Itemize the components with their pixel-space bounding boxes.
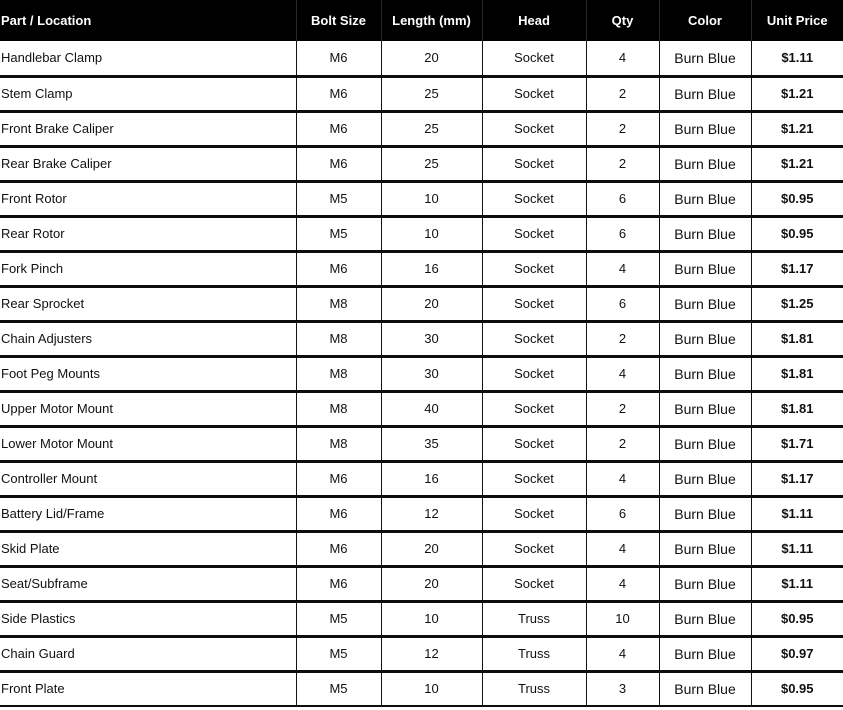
cell-length: 16 — [381, 461, 482, 496]
cell-color: Burn Blue — [659, 321, 751, 356]
cell-head: Socket — [482, 41, 586, 76]
cell-color: Burn Blue — [659, 531, 751, 566]
cell-qty: 6 — [586, 496, 659, 531]
cell-length: 10 — [381, 181, 482, 216]
cell-color: Burn Blue — [659, 146, 751, 181]
table-row — [0, 601, 843, 636]
cell-part-location: Front Rotor — [0, 181, 296, 216]
cell-part-location: Lower Motor Mount — [0, 426, 296, 461]
header-color: Color — [659, 0, 751, 41]
cell-color: Burn Blue — [659, 41, 751, 76]
cell-qty: 2 — [586, 391, 659, 426]
cell-length: 30 — [381, 321, 482, 356]
cell-color: Burn Blue — [659, 601, 751, 636]
cell-bolt-size: M5 — [296, 216, 381, 251]
cell-length: 20 — [381, 531, 482, 566]
cell-bolt-size: M8 — [296, 356, 381, 391]
cell-head: Socket — [482, 496, 586, 531]
cell-color: Burn Blue — [659, 286, 751, 321]
cell-qty: 4 — [586, 461, 659, 496]
cell-bolt-size: M6 — [296, 111, 381, 146]
cell-unit-price: $0.95 — [751, 216, 843, 251]
table-row — [0, 356, 843, 391]
cell-qty: 2 — [586, 111, 659, 146]
cell-bolt-size: M6 — [296, 496, 381, 531]
cell-unit-price: $1.25 — [751, 286, 843, 321]
cell-head: Socket — [482, 356, 586, 391]
cell-qty: 4 — [586, 636, 659, 671]
table-row — [0, 461, 843, 496]
cell-qty: 4 — [586, 566, 659, 601]
cell-bolt-size: M6 — [296, 251, 381, 286]
cell-color: Burn Blue — [659, 566, 751, 601]
table-row — [0, 41, 843, 76]
cell-length: 30 — [381, 356, 482, 391]
cell-unit-price: $1.81 — [751, 321, 843, 356]
cell-qty: 2 — [586, 321, 659, 356]
table-row — [0, 426, 843, 461]
cell-unit-price: $1.17 — [751, 251, 843, 286]
cell-unit-price: $1.11 — [751, 531, 843, 566]
cell-color: Burn Blue — [659, 76, 751, 111]
cell-part-location: Side Plastics — [0, 601, 296, 636]
cell-unit-price: $1.21 — [751, 76, 843, 111]
table-body — [0, 41, 843, 706]
cell-bolt-size: M6 — [296, 41, 381, 76]
table-row — [0, 181, 843, 216]
cell-color: Burn Blue — [659, 216, 751, 251]
cell-part-location: Front Brake Caliper — [0, 111, 296, 146]
cell-qty: 4 — [586, 251, 659, 286]
cell-unit-price: $1.71 — [751, 426, 843, 461]
cell-length: 25 — [381, 76, 482, 111]
table-row — [0, 286, 843, 321]
cell-bolt-size: M6 — [296, 461, 381, 496]
table-row — [0, 321, 843, 356]
cell-head: Truss — [482, 601, 586, 636]
cell-length: 25 — [381, 146, 482, 181]
cell-color: Burn Blue — [659, 251, 751, 286]
cell-unit-price: $0.95 — [751, 601, 843, 636]
cell-color: Burn Blue — [659, 671, 751, 706]
table-row — [0, 251, 843, 286]
cell-part-location: Front Plate — [0, 671, 296, 706]
cell-head: Socket — [482, 286, 586, 321]
cell-head: Socket — [482, 531, 586, 566]
cell-color: Burn Blue — [659, 181, 751, 216]
cell-bolt-size: M8 — [296, 426, 381, 461]
cell-color: Burn Blue — [659, 636, 751, 671]
cell-unit-price: $1.11 — [751, 496, 843, 531]
cell-bolt-size: M8 — [296, 391, 381, 426]
cell-part-location: Chain Adjusters — [0, 321, 296, 356]
cell-qty: 6 — [586, 286, 659, 321]
cell-part-location: Handlebar Clamp — [0, 41, 296, 76]
cell-qty: 6 — [586, 181, 659, 216]
cell-color: Burn Blue — [659, 426, 751, 461]
cell-bolt-size: M6 — [296, 531, 381, 566]
cell-length: 20 — [381, 286, 482, 321]
cell-qty: 4 — [586, 356, 659, 391]
cell-color: Burn Blue — [659, 356, 751, 391]
cell-bolt-size: M8 — [296, 286, 381, 321]
cell-part-location: Battery Lid/Frame — [0, 496, 296, 531]
cell-length: 10 — [381, 216, 482, 251]
header-unit-price: Unit Price — [766, 13, 828, 28]
cell-part-location: Skid Plate — [0, 531, 296, 566]
table-row — [0, 111, 843, 146]
cell-head: Socket — [482, 216, 586, 251]
table-row — [0, 146, 843, 181]
cell-part-location: Chain Guard — [0, 636, 296, 671]
cell-unit-price: $1.11 — [751, 41, 843, 76]
cell-head: Socket — [482, 391, 586, 426]
cell-part-location: Controller Mount — [0, 461, 296, 496]
cell-qty: 2 — [586, 426, 659, 461]
cell-unit-price: $1.21 — [751, 111, 843, 146]
header-part-location: Part / Location — [0, 0, 296, 41]
cell-bolt-size: M5 — [296, 671, 381, 706]
table-row — [0, 671, 843, 706]
cell-length: 12 — [381, 496, 482, 531]
table-row — [0, 636, 843, 671]
cell-bolt-size: M8 — [296, 321, 381, 356]
cell-length: 40 — [381, 391, 482, 426]
cell-qty: 4 — [586, 41, 659, 76]
cell-unit-price: $0.97 — [751, 636, 843, 671]
cell-length: 10 — [381, 671, 482, 706]
cell-qty: 4 — [586, 531, 659, 566]
cell-bolt-size: M6 — [296, 566, 381, 601]
cell-unit-price: $0.95 — [751, 181, 843, 216]
cell-length: 25 — [381, 111, 482, 146]
cell-color: Burn Blue — [659, 111, 751, 146]
cell-head: Socket — [482, 461, 586, 496]
cell-bolt-size: M6 — [296, 146, 381, 181]
cell-qty: 2 — [586, 146, 659, 181]
table-header — [0, 0, 843, 41]
table-row — [0, 566, 843, 601]
cell-color: Burn Blue — [659, 461, 751, 496]
header-row — [0, 0, 843, 41]
cell-color: Burn Blue — [659, 391, 751, 426]
cell-length: 35 — [381, 426, 482, 461]
cell-head: Socket — [482, 426, 586, 461]
cell-length: 12 — [381, 636, 482, 671]
cell-head: Truss — [482, 636, 586, 671]
cell-head: Socket — [482, 251, 586, 286]
cell-bolt-size: M5 — [296, 181, 381, 216]
cell-unit-price: $1.17 — [751, 461, 843, 496]
cell-unit-price: $1.81 — [751, 391, 843, 426]
cell-length: 20 — [381, 41, 482, 76]
cell-qty: 10 — [586, 601, 659, 636]
cell-length: 20 — [381, 566, 482, 601]
cell-length: 16 — [381, 251, 482, 286]
header-qty: Qty — [586, 0, 659, 41]
cell-part-location: Upper Motor Mount — [0, 391, 296, 426]
table-row — [0, 531, 843, 566]
header-head: Head — [482, 0, 586, 41]
cell-qty: 3 — [586, 671, 659, 706]
cell-head: Socket — [482, 181, 586, 216]
header-length: Length (mm) — [381, 0, 482, 41]
cell-color: Burn Blue — [659, 496, 751, 531]
cell-bolt-size: M6 — [296, 76, 381, 111]
cell-part-location: Seat/Subframe — [0, 566, 296, 601]
cell-part-location: Rear Sprocket — [0, 286, 296, 321]
cell-part-location: Rear Brake Caliper — [0, 146, 296, 181]
cell-head: Socket — [482, 321, 586, 356]
cell-unit-price: $1.21 — [751, 146, 843, 181]
table-row — [0, 391, 843, 426]
cell-bolt-size: M5 — [296, 636, 381, 671]
cell-length: 10 — [381, 601, 482, 636]
table-row — [0, 216, 843, 251]
cell-part-location: Stem Clamp — [0, 76, 296, 111]
cell-head: Socket — [482, 111, 586, 146]
cell-unit-price: $1.11 — [751, 566, 843, 601]
cell-part-location: Rear Rotor — [0, 216, 296, 251]
header-bolt-size: Bolt Size — [296, 0, 381, 41]
cell-unit-price: $0.95 — [751, 671, 843, 706]
cell-head: Socket — [482, 146, 586, 181]
table-row — [0, 76, 843, 111]
cell-bolt-size: M5 — [296, 601, 381, 636]
cell-head: Socket — [482, 76, 586, 111]
cell-qty: 6 — [586, 216, 659, 251]
cell-unit-price: $1.81 — [751, 356, 843, 391]
cell-part-location: Foot Peg Mounts — [0, 356, 296, 391]
cell-part-location: Fork Pinch — [0, 251, 296, 286]
cell-head: Truss — [482, 671, 586, 706]
table-row — [0, 496, 843, 531]
cell-qty: 2 — [586, 76, 659, 111]
cell-head: Socket — [482, 566, 586, 601]
